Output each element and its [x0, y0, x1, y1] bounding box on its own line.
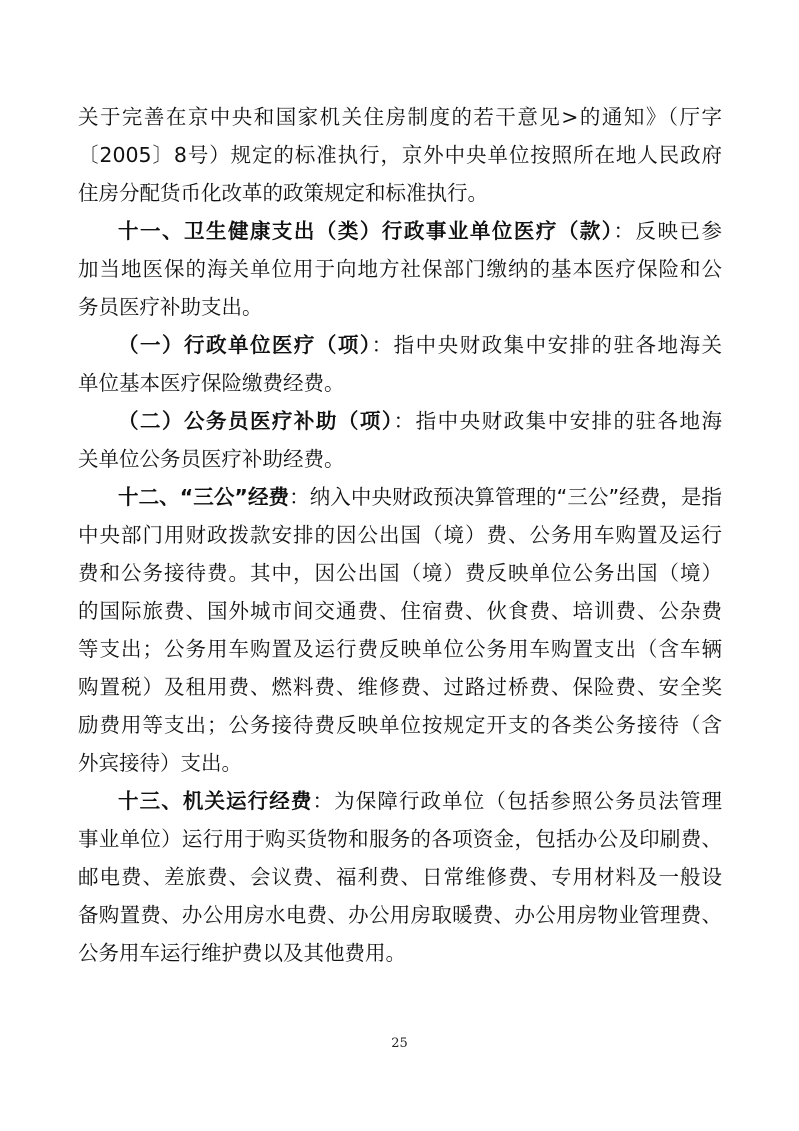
text-line: 外宾接待）支出。 — [78, 751, 242, 775]
text-line: 邮电费、差旅费、会议费、福利费、日常维修费、专用材料及一般设 — [78, 865, 722, 889]
section-11-first-line — [118, 216, 722, 246]
section-13-heading: 十三、机关运行经费 — [118, 789, 313, 813]
text-line: 费和公务接待费。其中，因公出国（境）费反映单位公务出国（境） — [78, 561, 722, 585]
item-1-first-line — [118, 330, 722, 360]
text-line: 公务用车运行维护费以及其他费用。 — [78, 941, 406, 965]
section-12-heading: 十二、“三公”经费 — [118, 485, 290, 509]
page-number: 25 — [391, 1036, 408, 1051]
text-line: 住房分配货币化改革的政策规定和标准执行。 — [78, 181, 488, 205]
text-line: 事业单位）运行用于购买货物和服务的各项资金，包括办公及印刷费、 — [78, 827, 722, 851]
item-2-first-line — [118, 406, 722, 436]
text-line: 关于完善在京中央和国家机关住房制度的若干意见>的通知》（厅字 — [78, 105, 722, 129]
text-line: 关单位公务员医疗补助经费。 — [78, 447, 345, 471]
section-13-text: ：为保障行政单位（包括参照公务员法管理 — [312, 789, 722, 813]
text-line: 的国际旅费、国外城市间交通费、住宿费、伙食费、培训费、公杂费 — [78, 599, 722, 623]
section-13-first-line — [118, 786, 722, 816]
section-11-text: ：反映已参 — [613, 219, 722, 243]
text-line: 购置税）及租用费、燃料费、维修费、过路过桥费、保险费、安全奖 — [78, 675, 722, 699]
item-1-heading: （一）行政单位医疗（项） — [118, 333, 372, 357]
section-11-heading: 十一、卫生健康支出（类）行政事业单位医疗（款） — [118, 219, 614, 243]
section-12-text: ：纳入中央财政预决算管理的“三公”经费，是指 — [289, 485, 722, 509]
item-1-text: ：指中央财政集中安排的驻各地海关 — [371, 333, 722, 357]
text-line: 单位基本医疗保险缴费经费。 — [78, 371, 345, 395]
text-line: 备购置费、办公用房水电费、办公用房取暖费、办公用房物业管理费、 — [78, 903, 722, 927]
item-2-heading: （二）公务员医疗补助（项） — [118, 409, 394, 433]
text-line: 〔2005〕8号）规定的标准执行，京外中央单位按照所在地人民政府 — [78, 143, 722, 167]
section-12-first-line — [118, 482, 722, 512]
item-2-text: ：指中央财政集中安排的驻各地海 — [393, 409, 722, 433]
text-line: 加当地医保的海关单位用于向地方社保部门缴纳的基本医疗保险和公 — [78, 257, 722, 281]
text-line: 中央部门用财政拨款安排的因公出国（境）费、公务用车购置及运行 — [78, 523, 722, 547]
text-line: 务员医疗补助支出。 — [78, 295, 263, 319]
text-line: 励费用等支出；公务接待费反映单位按规定开支的各类公务接待（含 — [78, 713, 722, 737]
text-line: 等支出；公务用车购置及运行费反映单位公务用车购置支出（含车辆 — [78, 637, 722, 661]
